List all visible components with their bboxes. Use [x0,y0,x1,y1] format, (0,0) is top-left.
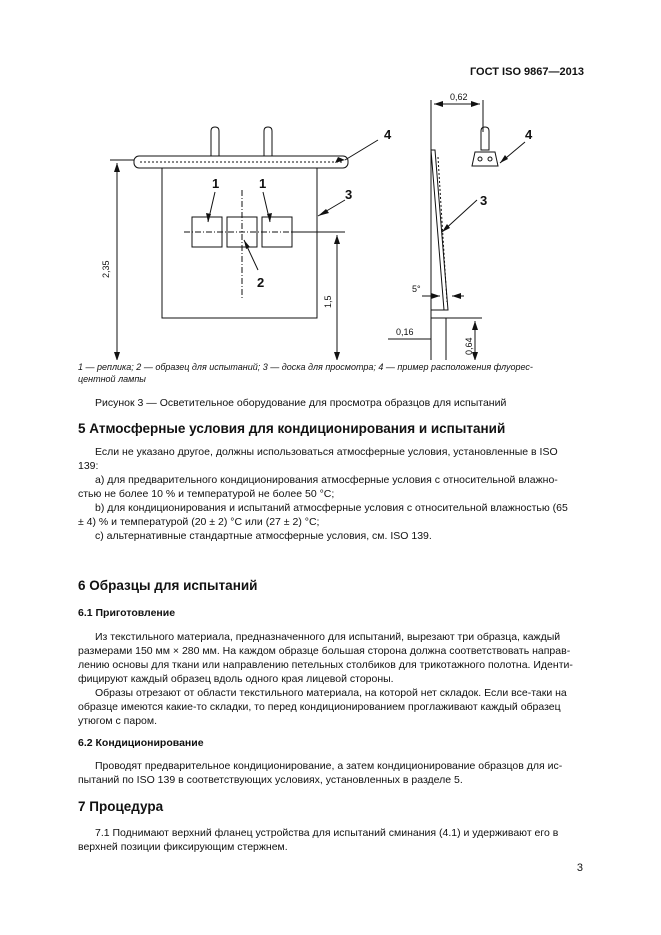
callout-2: 2 [257,275,265,290]
callout-3-front: 3 [345,187,353,202]
paragraph-line: Проводят предварительное кондиционирование, а затем кондиционирование образцов для ис- [95,760,563,772]
paragraph-line: 7.1 Поднимают верхний фланец устройства для испытаний сминания (4.1) и удерживают его в [95,827,559,839]
page-number: 3 [576,862,583,874]
callout-4-front: 4 [384,127,392,142]
paragraph-line: Из текстильного материала, предназначенного для испытаний, вырезают три образца, каждый [95,631,561,643]
section-5-text [78,445,583,543]
paragraph-line: Образы отрезают от области текстильного материала, на которой нет складок. Если все-таки на [95,687,567,699]
document-id: ГОСТ ISO 9867—2013 [469,66,584,78]
paragraph-line: размерами 150 мм × 280 мм. На каждом образце большая сторона должна соответствовать направ- [78,645,571,657]
callout-3-side: 3 [480,193,488,208]
dimension-angle: 5° [412,284,421,294]
paragraph-line: c) альтернативные стандартные атмосферные условия, см. ISO 139. [95,530,432,542]
section-7-text [78,826,583,854]
figure-legend-line-1: 1 — реплика; 2 — образец для испытаний; 3 — доска для просмотра; 4 — пример расположения флуорес- [78,362,533,372]
section-6-1-text [78,630,583,728]
lamp-handle-right [264,127,272,156]
lamp-side-profile [472,152,498,166]
paragraph-line: верхней позиции фиксирующим стержнем. [78,841,288,853]
section-7-heading: 7 Процедура [78,799,164,814]
paragraph-line: a) для предварительного кондиционирования атмосферные условия с относительной влажно- [95,474,558,486]
paragraph-line: лению основы для ткани или направлению петельных столбиков для трикотажного полотна. Иденти- [78,659,573,671]
viewing-board [162,168,317,318]
paragraph-line: 139: [78,460,99,472]
callout-4-side: 4 [525,127,533,142]
subsection-6-2-heading: 6.2 Кондиционирование [78,737,204,749]
paragraph-line: пытаний по ISO 139 в соответствующих условиях, установленных в разделе 5. [78,774,463,786]
figure-title: Рисунок 3 — Осветительное оборудование для просмотра образцов для испытаний [95,397,507,409]
figure-legend-line-2: центной лампы [78,374,146,384]
dimension-0-64: 0,64 [464,337,474,355]
paragraph-line: b) для кондиционирования и испытаний атмосферные условия с относительной влажностью (65 [95,502,568,514]
figure-legend [78,361,583,385]
lighting-equipment-figure [0,0,661,360]
paragraph-line: фицируют каждый образец вдоль одного края лицевой стороны. [78,673,394,685]
section-6-2-text [78,759,583,787]
subsection-6-1-heading: 6.1 Приготовление [78,607,176,619]
callout-1-left: 1 [212,176,220,191]
section-6-heading: 6 Образцы для испытаний [78,578,258,593]
paragraph-line: ± 4) % и температурой (20 ± 2) °С или (27 ± 2) °С; [78,516,320,528]
paragraph-line: образце имеются какие-то складки, то перед кондиционированием проглаживают каждый образец [78,701,561,713]
dimension-0-62: 0,62 [450,92,468,102]
section-5-heading: 5 Атмосферные условия для кондиционирования и испытаний [78,421,506,436]
lamp-side-handle [481,127,489,150]
dimension-1-5: 1,5 [323,295,333,308]
lamp-handle-left [211,127,219,156]
dimension-0-16: 0,16 [396,327,414,337]
paragraph-line: Если не указано другое, должны использоваться атмосферные условия, установленные в ISO [95,446,558,458]
dimension-2-35: 2,35 [101,260,111,278]
callout-1-right: 1 [259,176,267,191]
paragraph-line: утюгом с паром. [78,715,158,727]
paragraph-line: стью не более 10 % и температурой не более 50 °С; [78,488,335,500]
